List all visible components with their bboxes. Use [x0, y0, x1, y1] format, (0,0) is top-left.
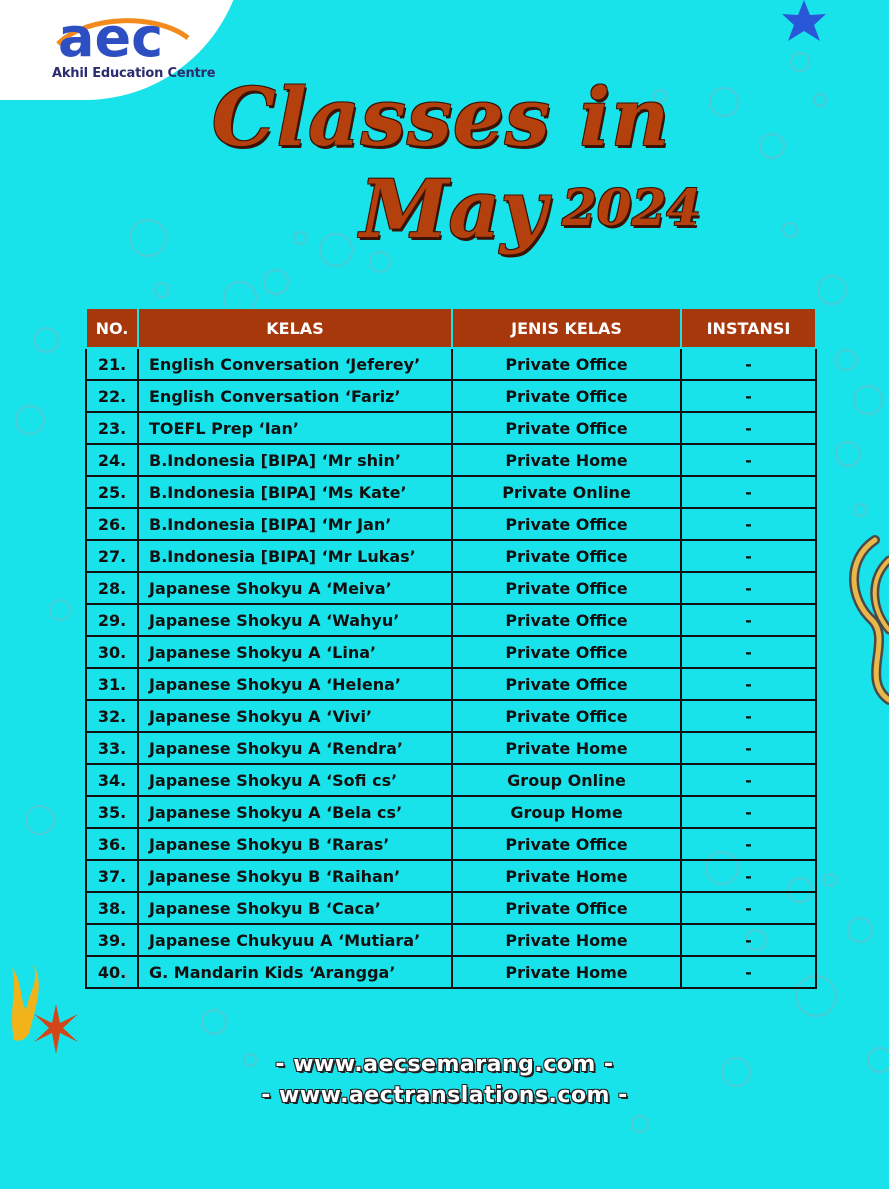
table-row [86, 348, 816, 380]
row-class-name: Japanese Shokyu A ‘Bela cs’ [138, 796, 452, 828]
row-institution: - [681, 348, 816, 380]
row-institution: - [681, 572, 816, 604]
row-number: 31. [86, 668, 138, 700]
row-number: 34. [86, 764, 138, 796]
row-class-name: B.Indonesia [BIPA] ‘Ms Kate’ [138, 476, 452, 508]
row-class-name: Japanese Shokyu B ‘Raihan’ [138, 860, 452, 892]
row-class-type: Private Office [452, 604, 681, 636]
row-class-name: Japanese Shokyu B ‘Caca’ [138, 892, 452, 924]
header-no: NO. [86, 308, 138, 348]
table-row [86, 668, 816, 700]
row-institution: - [681, 412, 816, 444]
table-row [86, 700, 816, 732]
row-class-name: Japanese Shokyu A ‘Rendra’ [138, 732, 452, 764]
row-class-name: Japanese Chukyuu A ‘Mutiara’ [138, 924, 452, 956]
page-title-line1: Classes in [212, 70, 671, 164]
row-class-name: Japanese Shokyu A ‘Sofi cs’ [138, 764, 452, 796]
row-class-type: Private Office [452, 508, 681, 540]
row-number: 22. [86, 380, 138, 412]
table-row [86, 828, 816, 860]
row-class-type: Private Home [452, 732, 681, 764]
row-institution: - [681, 956, 816, 988]
row-institution: - [681, 924, 816, 956]
row-class-name: Japanese Shokyu B ‘Raras’ [138, 828, 452, 860]
table-row [86, 444, 816, 476]
row-class-type: Private Home [452, 860, 681, 892]
row-class-type: Group Online [452, 764, 681, 796]
row-institution: - [681, 380, 816, 412]
table-header-row [86, 308, 816, 348]
row-institution: - [681, 700, 816, 732]
row-class-type: Private Office [452, 540, 681, 572]
row-class-type: Group Home [452, 796, 681, 828]
row-number: 38. [86, 892, 138, 924]
table-body [86, 348, 816, 988]
row-number: 40. [86, 956, 138, 988]
table-row [86, 508, 816, 540]
brand-name: Akhil Education Centre [52, 66, 216, 81]
row-class-type: Private Office [452, 828, 681, 860]
header-instansi: INSTANSI [681, 308, 816, 348]
row-institution: - [681, 636, 816, 668]
row-institution: - [681, 892, 816, 924]
row-class-type: Private Office [452, 892, 681, 924]
row-class-name: B.Indonesia [BIPA] ‘Mr shin’ [138, 444, 452, 476]
aec-logo-icon [48, 4, 198, 60]
table-row [86, 796, 816, 828]
row-institution: - [681, 860, 816, 892]
table-row [86, 380, 816, 412]
row-number: 24. [86, 444, 138, 476]
row-class-type: Private Home [452, 444, 681, 476]
row-class-name: English Conversation ‘Fariz’ [138, 380, 452, 412]
table-row [86, 924, 816, 956]
row-class-name: English Conversation ‘Jeferey’ [138, 348, 452, 380]
table-row [86, 860, 816, 892]
row-institution: - [681, 444, 816, 476]
row-class-name: Japanese Shokyu A ‘Vivi’ [138, 700, 452, 732]
table-row [86, 636, 816, 668]
logo-text: aec [58, 6, 164, 60]
header-jenis-kelas: JENIS KELAS [452, 308, 681, 348]
row-institution: - [681, 732, 816, 764]
row-class-name: G. Mandarin Kids ‘Arangga’ [138, 956, 452, 988]
row-institution: - [681, 604, 816, 636]
header-kelas: KELAS [138, 308, 452, 348]
row-number: 39. [86, 924, 138, 956]
row-number: 23. [86, 412, 138, 444]
table-row [86, 956, 816, 988]
row-institution: - [681, 764, 816, 796]
table-row [86, 540, 816, 572]
row-number: 36. [86, 828, 138, 860]
row-class-type: Private Office [452, 348, 681, 380]
table-row [86, 572, 816, 604]
row-class-type: Private Home [452, 956, 681, 988]
table-row [86, 604, 816, 636]
table-row [86, 412, 816, 444]
row-number: 33. [86, 732, 138, 764]
website-link-aecsemarang[interactable]: - www.aecsemarang.com - [275, 1052, 614, 1077]
row-number: 35. [86, 796, 138, 828]
row-class-type: Private Office [452, 380, 681, 412]
row-number: 28. [86, 572, 138, 604]
row-class-name: Japanese Shokyu A ‘Helena’ [138, 668, 452, 700]
row-class-name: Japanese Shokyu A ‘Lina’ [138, 636, 452, 668]
table-row [86, 892, 816, 924]
row-class-name: B.Indonesia [BIPA] ‘Mr Jan’ [138, 508, 452, 540]
row-number: 29. [86, 604, 138, 636]
row-institution: - [681, 668, 816, 700]
row-number: 32. [86, 700, 138, 732]
row-class-name: TOEFL Prep ‘Ian’ [138, 412, 452, 444]
row-class-name: B.Indonesia [BIPA] ‘Mr Lukas’ [138, 540, 452, 572]
table-row [86, 476, 816, 508]
row-institution: - [681, 828, 816, 860]
row-institution: - [681, 476, 816, 508]
page-title-year: 2024 [562, 178, 702, 237]
row-institution: - [681, 540, 816, 572]
row-class-type: Private Office [452, 636, 681, 668]
row-class-type: Private Online [452, 476, 681, 508]
table-row [86, 764, 816, 796]
class-schedule-table [85, 307, 817, 989]
row-institution: - [681, 796, 816, 828]
row-class-type: Private Office [452, 668, 681, 700]
table-row [86, 732, 816, 764]
row-number: 25. [86, 476, 138, 508]
row-class-type: Private Office [452, 700, 681, 732]
row-institution: - [681, 508, 816, 540]
row-number: 30. [86, 636, 138, 668]
row-number: 37. [86, 860, 138, 892]
row-class-type: Private Office [452, 412, 681, 444]
row-class-name: Japanese Shokyu A ‘Meiva’ [138, 572, 452, 604]
row-class-type: Private Home [452, 924, 681, 956]
page-title-month: May [360, 162, 547, 256]
row-number: 27. [86, 540, 138, 572]
row-class-type: Private Office [452, 572, 681, 604]
row-class-name: Japanese Shokyu A ‘Wahyu’ [138, 604, 452, 636]
row-number: 21. [86, 348, 138, 380]
row-number: 26. [86, 508, 138, 540]
website-link-aectranslations[interactable]: - www.aectranslations.com - [261, 1083, 628, 1108]
